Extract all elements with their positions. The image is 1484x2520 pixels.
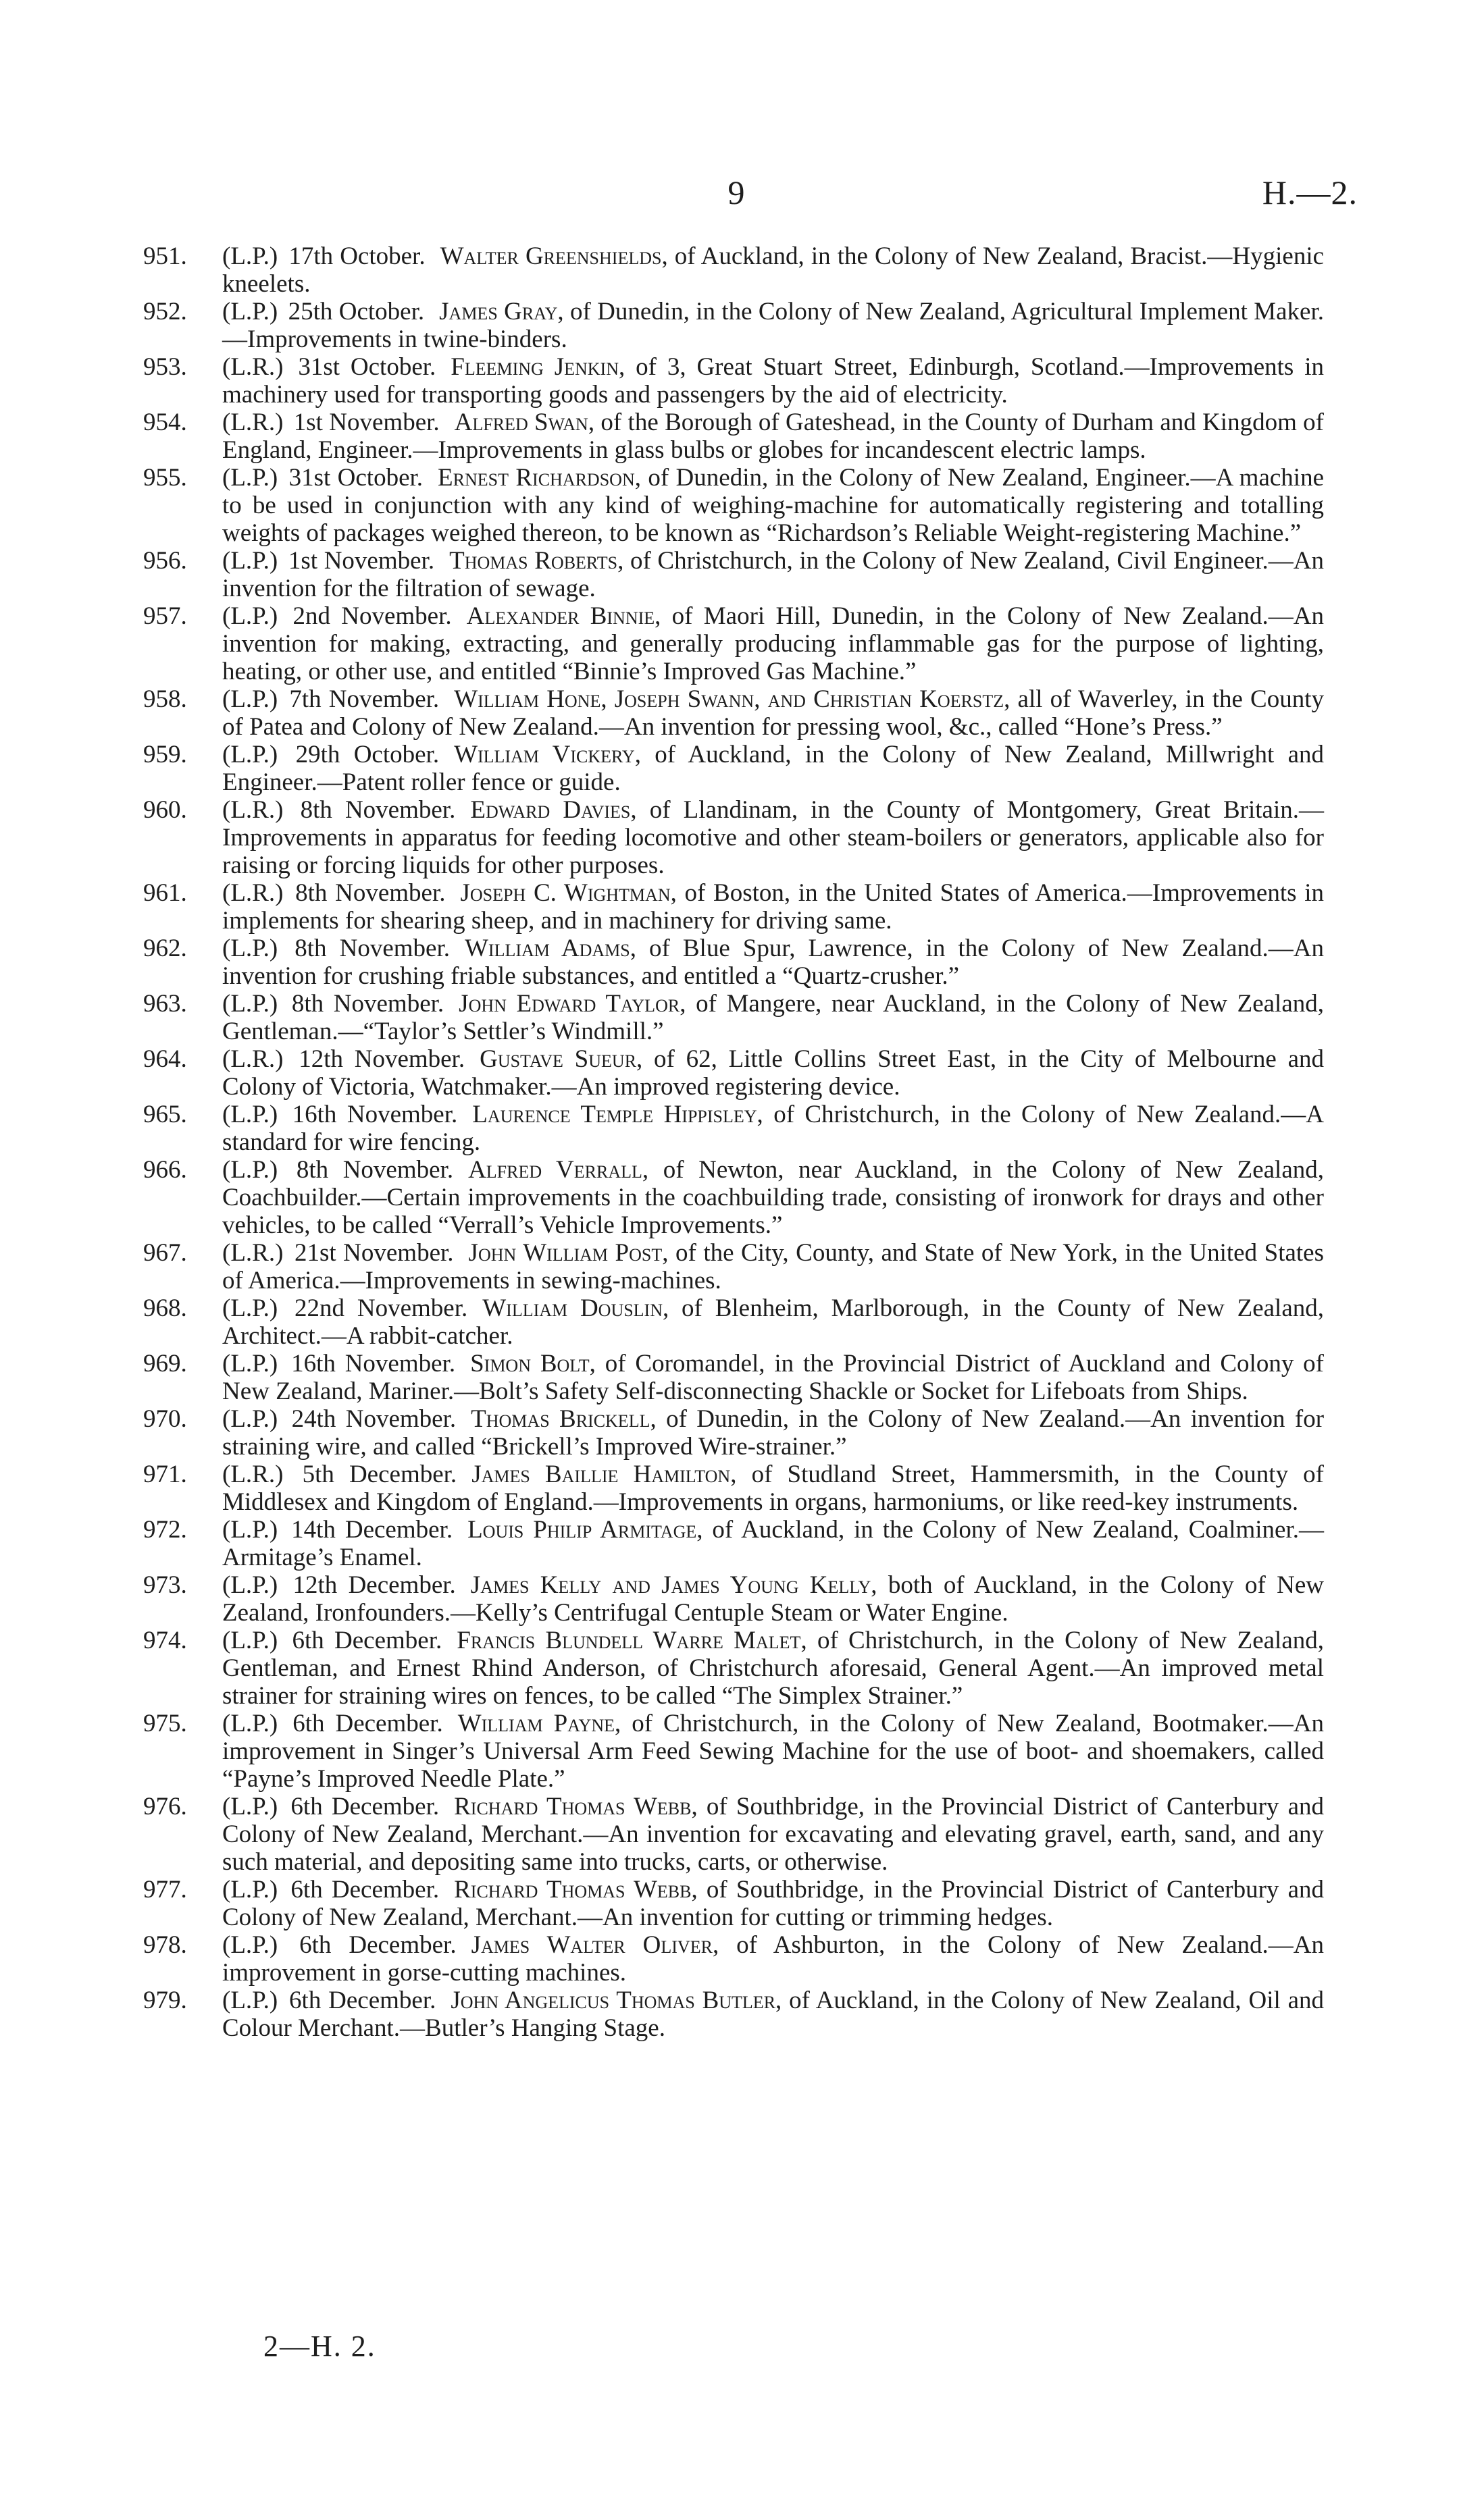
entry-type: (L.P.) [222, 1793, 278, 1820]
entry-number: 965. [143, 1101, 187, 1128]
entry-applicant: Louis Philip Armitage [467, 1516, 697, 1544]
entry-description: , of Maori Hill, Dunedin, in the Colony of New Zealand.—An invention for making, extracting, and generally producing inflammable gas for the purpose of lighting, heating, or other use, and entitled “Binnie’s Improved Gas Machine.” [222, 602, 1325, 685]
entry-description: , of Blue Spur, Lawrence, in the Colony of New Zealand.—An invention for crushing friable substances, and entitled a “Quartz-crusher.” [222, 935, 1325, 990]
entry-number: 973. [143, 1571, 187, 1599]
entry-number: 959. [143, 741, 187, 768]
patent-entry [128, 1350, 1324, 1405]
entry-type: (L.R.) [222, 879, 284, 907]
entry-number: 962. [143, 935, 187, 962]
entry-description: , of Studland Street, Hammersmith, in the County of Middlesex and Kingdom of England.—Improvements in organs, harmoniums, or like reed-key instruments. [222, 1461, 1324, 1516]
patent-entry [128, 1156, 1324, 1239]
entry-applicant: James Kelly and James Young Kelly [470, 1571, 871, 1599]
entry-number: 971. [143, 1461, 187, 1488]
entry-number: 978. [143, 1931, 187, 1959]
entry-number: 977. [143, 1876, 187, 1904]
entry-type: (L.P.) [222, 990, 278, 1018]
entry-date: 22nd November. [295, 1294, 468, 1322]
entry-type: (L.P.) [222, 1571, 278, 1599]
entry-applicant: Francis Blundell Warre Malet [457, 1627, 801, 1654]
entry-date: 2nd November. [292, 602, 452, 630]
entry-applicant: Thomas Brickell [471, 1405, 650, 1433]
entry-type: (L.P.) [222, 547, 278, 575]
entry-type: (L.P.) [222, 1876, 278, 1904]
entry-applicant: Ernest Richardson [438, 464, 635, 492]
entry-number: 952. [143, 298, 187, 325]
entry-description: , of Coromandel, in the Provincial District of Auckland and Colony of New Zealand, Mariner.—Bolt’s Safety Self-disconnecting Shackle or Socket for Lifeboats from Ships. [222, 1350, 1324, 1405]
entry-type: (L.R.) [222, 353, 284, 381]
patent-entry [128, 1461, 1324, 1516]
entry-number: 975. [143, 1710, 187, 1737]
entry-type: (L.P.) [222, 242, 278, 270]
entry-number: 979. [143, 1987, 187, 2014]
entry-number: 953. [143, 353, 187, 381]
entry-date: 6th December. [292, 1710, 443, 1737]
patent-entry [128, 1627, 1324, 1710]
entry-number: 963. [143, 990, 187, 1018]
entry-number: 972. [143, 1516, 187, 1544]
entry-date: 6th December. [290, 1876, 440, 1904]
entry-description: , of Christchurch, in the Colony of New Zealand.—A standard for wire fencing. [222, 1101, 1325, 1156]
patent-entry [128, 353, 1324, 409]
patent-entry [128, 1793, 1324, 1876]
entry-date: 14th December. [291, 1516, 453, 1544]
entry-description: , of Ashburton, in the Colony of New Zealand.—An improvement in gorse-cutting machines. [222, 1931, 1325, 1987]
entry-type: (L.P.) [222, 1516, 278, 1544]
entry-applicant: William Douslin [482, 1294, 663, 1322]
patent-list [128, 242, 1324, 2042]
patent-entry [128, 1405, 1324, 1461]
patent-entry [128, 935, 1324, 990]
entry-type: (L.P.) [222, 1627, 278, 1654]
entry-date: 12th December. [292, 1571, 456, 1599]
patent-entry [128, 1876, 1324, 1931]
entry-type: (L.P.) [222, 1710, 278, 1737]
entry-description: , of Christchurch, in the Colony of New Zealand, Civil Engineer.—An invention for the filtration of sewage. [222, 547, 1325, 602]
entry-type: (L.P.) [222, 1350, 278, 1377]
patent-entry [128, 1101, 1324, 1156]
entry-type: (L.P.) [222, 1294, 278, 1322]
entry-description: , of 62, Little Collins Street East, in the City of Melbourne and Colony of Victoria, Watchmaker.—An improved registering device. [222, 1045, 1324, 1101]
entry-date: 1st November. [288, 547, 435, 575]
page-number: 9 [727, 174, 745, 211]
patent-entry [128, 1294, 1324, 1350]
entry-type: (L.P.) [222, 685, 278, 713]
entry-type: (L.P.) [222, 1931, 278, 1959]
entry-applicant: Alfred Verrall [468, 1156, 642, 1184]
entry-description: , both of Auckland, in the Colony of New Zealand, Ironfounders.—Kelly’s Centrifugal Centuple Steam or Water Engine. [222, 1571, 1325, 1627]
entry-type: (L.P.) [222, 1156, 278, 1184]
entry-date: 8th November. [295, 879, 446, 907]
entry-applicant: James Walter Oliver [471, 1931, 713, 1959]
patent-entry [128, 602, 1324, 685]
patent-entry [128, 464, 1324, 547]
patent-entry [128, 1931, 1324, 1987]
entry-applicant: Edward Davies [470, 796, 631, 824]
entry-type: (L.P.) [222, 464, 278, 492]
entry-date: 31st October. [298, 353, 436, 381]
patent-entry [128, 685, 1324, 741]
entry-applicant: Laurence Temple Hippisley [472, 1101, 757, 1128]
entry-date: 31st October. [288, 464, 424, 492]
entry-date: 8th November. [296, 1156, 454, 1184]
entry-applicant: Walter Greenshields [440, 242, 662, 270]
entry-type: (L.P.) [222, 741, 278, 768]
entry-number: 970. [143, 1405, 187, 1433]
entry-type: (L.P.) [222, 602, 278, 630]
entry-applicant: James Gray [439, 298, 558, 325]
entry-number: 957. [143, 602, 187, 630]
entry-applicant: Alexander Binnie [466, 602, 655, 630]
entry-type: (L.P.) [222, 298, 278, 325]
entry-description: , of Dunedin, in the Colony of New Zealand, Agricultural Implement Maker.—Improvements in twine-binders. [222, 298, 1324, 353]
patent-entry [128, 1571, 1324, 1627]
entry-date: 12th November. [299, 1045, 465, 1073]
patent-entry [128, 1710, 1324, 1793]
entry-number: 968. [143, 1294, 187, 1322]
entry-date: 8th November. [295, 935, 450, 962]
entry-applicant: William Adams [464, 935, 630, 962]
entry-description: , of Mangere, near Auckland, in the Colony of New Zealand, Gentleman.—“Taylor’s Settler’s Windmill.” [222, 990, 1325, 1045]
entry-description: , of Southbridge, in the Provincial District of Canterbury and Colony of New Zealand, Merchant.—An invention for cutting or trimming hedges. [222, 1876, 1325, 1931]
entry-type: (L.P.) [222, 1405, 278, 1433]
entry-description: , of Christchurch, in the Colony of New Zealand, Bootmaker.—An improvement in Singer’s Universal Arm Feed Sewing Machine for the use of boot- and shoemakers, called “Payne’s Improved Needle Plate.” [222, 1710, 1325, 1793]
entry-date: 6th December. [289, 1987, 436, 2014]
entry-description: , of Dunedin, in the Colony of New Zealand, Engineer.—A machine to be used in conjunction with any kind of weighing-machine for automatically registering and totalling weights of packages weighed thereon, to be known as “Richardson’s Reliable Weight-registering Machine.” [222, 464, 1324, 547]
patent-entry [128, 298, 1324, 353]
entry-date: 16th November. [292, 1101, 458, 1128]
document-reference: H.—2. [1262, 174, 1358, 211]
entry-type: (L.P.) [222, 1101, 278, 1128]
entry-description: , of Auckland, in the Colony of New Zealand, Bracist.—Hygienic kneelets. [222, 242, 1325, 298]
entry-date: 5th December. [302, 1461, 457, 1488]
patent-entry [128, 741, 1324, 796]
entry-description: , of Auckland, in the Colony of New Zealand, Oil and Colour Merchant.—Butler’s Hanging Stage. [222, 1987, 1325, 2042]
entry-type: (L.R.) [222, 796, 284, 824]
entry-type: (L.P.) [222, 935, 278, 962]
entry-applicant: William Payne [457, 1710, 615, 1737]
entry-date: 1st November. [293, 409, 440, 436]
entry-applicant: Joseph C. Wightman [460, 879, 671, 907]
entry-date: 24th November. [291, 1405, 457, 1433]
entry-applicant: John William Post [468, 1239, 663, 1267]
entry-applicant: William Hone, Joseph Swann, and Christian Koerstz [454, 685, 1004, 713]
entry-description: , of Christchurch, in the Colony of New Zealand, Gentleman, and Ernest Rhind Anderson, of Christchurch aforesaid, General Agent.—An improved metal strainer for straining wires on fences, to be called “The Simplex Strainer.” [222, 1627, 1325, 1710]
entry-date: 21st November. [294, 1239, 454, 1267]
entry-date: 25th October. [288, 298, 425, 325]
entry-description: , of Boston, in the United States of America.—Improvements in implements for shearing sheep, and in machinery for driving same. [222, 879, 1325, 935]
entry-applicant: Alfred Swan [454, 409, 588, 436]
entry-type: (L.R.) [222, 409, 284, 436]
entry-number: 967. [143, 1239, 187, 1267]
entry-number: 956. [143, 547, 187, 575]
patent-entry [128, 879, 1324, 935]
entry-date: 8th November. [291, 990, 444, 1018]
entry-description: , of Llandinam, in the County of Montgomery, Great Britain.—Improvements in apparatus for feeding locomotive and other steam-boilers or generators, applicable also for raising or forcing liquids for other purposes. [222, 796, 1325, 879]
entry-applicant: John Edward Taylor [459, 990, 680, 1018]
entry-number: 960. [143, 796, 187, 824]
entry-date: 7th November. [289, 685, 440, 713]
entry-applicant: John Angelicus Thomas Butler [451, 1987, 776, 2014]
patent-entry [128, 1987, 1324, 2042]
entry-number: 974. [143, 1627, 187, 1654]
entry-description: , of Newton, near Auckland, in the Colony of New Zealand, Coachbuilder.—Certain improvements in the coachbuilding trade, consisting of ironwork for drays and other vehicles, to be called “Verrall’s Vehicle Improvements.” [222, 1156, 1324, 1239]
entry-applicant: Thomas Roberts [449, 547, 618, 575]
entry-number: 958. [143, 685, 187, 713]
entry-applicant: Richard Thomas Webb [454, 1876, 692, 1904]
entry-type: (L.R.) [222, 1461, 284, 1488]
entry-date: 17th October. [288, 242, 426, 270]
entry-description: , of Blenheim, Marlborough, in the County of New Zealand, Architect.—A rabbit-catcher. [222, 1294, 1325, 1350]
entry-number: 966. [143, 1156, 187, 1184]
patent-entry [128, 547, 1324, 602]
patent-entry [128, 1045, 1324, 1101]
entry-applicant: James Baillie Hamilton [471, 1461, 731, 1488]
entry-date: 6th December. [290, 1793, 440, 1820]
entry-date: 6th December. [292, 1627, 442, 1654]
entry-type: (L.R.) [222, 1239, 284, 1267]
entry-description: , of 3, Great Stuart Street, Edinburgh, Scotland.—Improvements in machinery used for transporting goods and passengers by the aid of electricity. [222, 353, 1324, 409]
entry-description: , of Southbridge, in the Provincial District of Canterbury and Colony of New Zealand, Merchant.—An invention for excavating and elevating gravel, earth, sand, and any such material, and depositing same into trucks, carts, or otherwise. [222, 1793, 1325, 1876]
entry-date: 29th October. [295, 741, 440, 768]
patent-entry [128, 1516, 1324, 1571]
entry-date: 16th November. [291, 1350, 456, 1377]
entry-description: , of Auckland, in the Colony of New Zealand, Coalminer.—Armitage’s Enamel. [222, 1516, 1325, 1571]
entry-date: 6th December. [299, 1931, 457, 1959]
entry-applicant: Richard Thomas Webb [454, 1793, 692, 1820]
patent-entry [128, 409, 1324, 464]
entry-description: , of Dunedin, in the Colony of New Zealand.—An invention for straining wire, and called “Brickell’s Improved Wire-strainer.” [222, 1405, 1325, 1461]
entry-number: 976. [143, 1793, 187, 1820]
entry-number: 961. [143, 879, 187, 907]
entry-type: (L.R.) [222, 1045, 284, 1073]
entry-number: 954. [143, 409, 187, 436]
entry-type: (L.P.) [222, 1987, 278, 2014]
patent-entry [128, 796, 1324, 879]
entry-description: , all of Waverley, in the County of Patea and Colony of New Zealand.—An invention for pressing wool, &c., called “Hone’s Press.” [222, 685, 1325, 741]
entry-number: 964. [143, 1045, 187, 1073]
entry-description: , of the Borough of Gateshead, in the County of Durham and Kingdom of England, Engineer.—Improvements in glass bulbs or globes for incandescent electric lamps. [222, 409, 1325, 464]
entry-date: 8th November. [300, 796, 456, 824]
entry-number: 951. [143, 242, 187, 270]
entry-applicant: Simon Bolt [470, 1350, 590, 1377]
entry-description: , of the City, County, and State of New York, in the United States of America.—Improvements in sewing-machines. [222, 1239, 1324, 1294]
entry-applicant: William Vickery [454, 741, 635, 768]
entry-number: 955. [143, 464, 187, 492]
patent-entry [128, 242, 1324, 298]
entry-applicant: Fleeming Jenkin [451, 353, 619, 381]
printer-signature: 2—H. 2. [263, 2330, 376, 2363]
patent-entry [128, 1239, 1324, 1294]
patent-entry [128, 990, 1324, 1045]
entry-number: 969. [143, 1350, 187, 1377]
entry-description: , of Auckland, in the Colony of New Zealand, Millwright and Engineer.—Patent roller fence or guide. [222, 741, 1325, 796]
entry-applicant: Gustave Sueur [480, 1045, 637, 1073]
